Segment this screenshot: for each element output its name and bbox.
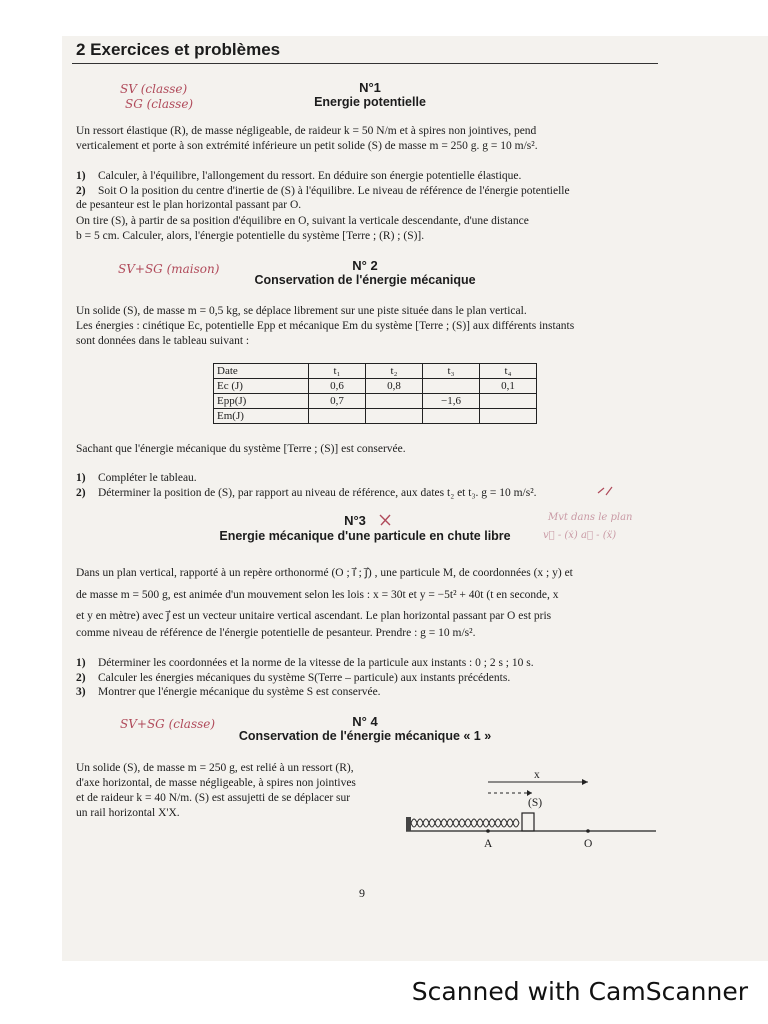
handwritten-note-classe: SV+SG (classe) [120,717,216,731]
table-cell: 0,7 [309,394,366,409]
table-cell: −1,6 [423,394,480,409]
question-number: 1) [76,657,86,669]
table-cell: Epp(J) [214,394,309,409]
point-a [486,829,490,833]
handwritten-cross-mark [377,512,393,528]
question-text: Calculer les énergies mécaniques du système S(Terre – particule) aux instants précédents. [98,672,511,684]
question-text: Déterminer la position de (S), par rapport au niveau de référence, aux dates t₂ et t₃. g = 10 m/s². [98,487,537,499]
exercise-4-text-line-2: d'axe horizontal, de masse négligeable, à spires non jointives [76,777,356,789]
table-header-row [214,364,537,379]
question-number: 2) [76,487,86,499]
handwritten-note-sv: SV (classe) [120,82,188,96]
table-cell: Ec (J) [214,379,309,394]
question-text: Calculer, à l'équilibre, l'allongement du ressort. En déduire son énergie potentielle élastique. [98,170,522,182]
exercise-4-text-line-1: Un solide (S), de masse m = 250 g, est relié à un ressort (R), [76,762,354,774]
question-number: 2) [76,672,86,684]
table-cell [423,409,480,424]
handwritten-check-mark [596,484,616,498]
exercise-1-question-2-line-2: de pesanteur est le plan horizontal passant par O. [76,199,302,211]
exercise-3-text-line-1: Dans un plan vertical, rapporté à un repère orthonormé (O ; i⃗ ; j⃗) , une particule M, de coordonnées (x ; y) et [76,567,573,579]
table-header-cell: t₃ [423,364,480,379]
energy-table [213,363,537,424]
handwritten-note-sg: SG (classe) [125,97,194,111]
exercise-2-title: Conservation de l'énergie mécanique [254,273,476,287]
exercise-3-text-line-4: comme niveau de référence de l'énergie potentielle de pesanteur. Prendre : g = 10 m/s². [76,627,476,639]
exercise-1-question-1 [76,169,521,183]
question-number: 2) [76,185,86,197]
wall-support [406,817,411,831]
exercise-3-title: Energie mécanique d'une particule en chute libre [219,529,511,543]
exercise-1-number: N°1 [359,80,381,95]
table-row [214,394,537,409]
table-cell: 0,1 [480,379,537,394]
question-number: 3) [76,686,86,698]
exercise-2-intro-line-2: Les énergies : cinétique Ec, potentielle Epp et mécanique Em du système [Terre ; (S)] aux différents instants [76,320,575,332]
exercise-1-question-2-line-4: b = 5 cm. Calculer, alors, l'énergie potentielle du système [Terre ; (R) ; (S)]. [76,230,425,242]
point-o [586,829,590,833]
table-row [214,379,537,394]
table-row [214,409,537,424]
exercise-3-question-2 [76,671,510,685]
question-text: Montrer que l'énergie mécanique du système S est conservée. [98,686,381,698]
handwritten-note-mvt: Mvt dans le plan [548,512,633,523]
exercise-2-note: Sachant que l'énergie mécanique du système [Terre ; (S)] est conservée. [76,443,406,455]
table-cell: 0,6 [309,379,366,394]
x-arrow-head [582,779,588,785]
handwritten-note-maison: SV+SG (maison) [118,262,220,276]
camscanner-watermark: Scanned with CamScanner [411,977,748,1006]
section-title: 2 Exercices et problèmes [76,40,281,59]
exercise-3-question-3 [76,685,381,699]
section-rule [72,63,658,64]
diagram-label-s: (S) [528,797,543,809]
diagram-label-o: O [584,838,593,850]
exercise-2-question-1 [76,471,197,485]
table-header-cell: t₄ [480,364,537,379]
exercise-2-intro-line-3: sont données dans le tableau suivant : [76,335,250,347]
exercise-3-text-line-3: et y en mètre) avec j⃗ est un vecteur unitaire vertical ascendant. Le plan horizontal passant par O est pris [76,610,552,622]
page-number: 9 [359,886,365,900]
exercise-4-text-line-3: et de raideur k = 40 N/m. (S) est assujetti de se déplacer sur [76,792,351,804]
table-cell [423,379,480,394]
table-cell [480,409,537,424]
diagram-label-x: x [534,769,540,781]
table-cell: 0,8 [366,379,423,394]
table-cell [366,409,423,424]
exercise-1-title: Energie potentielle [314,95,426,109]
exercise-1-intro-line-1: Un ressort élastique (R), de masse négligeable, de raideur k = 50 N/m et à spires non jointives, pend [76,125,537,137]
exercise-3-question-1 [76,656,534,670]
handwritten-note-vectors: v⃗ - (ẋ) a⃗ - (ẍ) [543,530,617,541]
question-number: 1) [76,170,86,182]
exercise-2-question-2 [76,486,537,500]
exercise-4-title: Conservation de l'énergie mécanique « 1 » [238,729,492,743]
diagram-label-a: A [484,838,493,850]
table-header-cell: t₂ [366,364,423,379]
exercise-1-question-2 [76,184,570,198]
question-text: Déterminer les coordonnées et la norme de la vitesse de la particule aux instants : 0 ; 2 s ; 10 s. [98,657,534,669]
exercise-3-text-line-2: de masse m = 500 g, est animée d'un mouvement selon les lois : x = 30t et y = −5t² + 40t (t en seconde, x [76,589,559,601]
table-header-cell: Date [214,364,309,379]
exercise-4-number: N° 4 [352,714,378,729]
exercise-1-intro-line-2: verticalement et porte à son extrémité inférieure un petit solide (S) de masse m = 250 g. g = 10 m/s². [76,140,538,152]
question-number: 1) [76,472,86,484]
exercise-4-text-line-4: un rail horizontal X'X. [76,807,180,819]
table-cell [366,394,423,409]
table-cell: Em(J) [214,409,309,424]
exercise-2-intro-line-1: Un solide (S), de masse m = 0,5 kg, se déplace librement sur une piste située dans le plan vertical. [76,305,527,317]
exercise-1-question-2-line-3: On tire (S), à partir de sa position d'équilibre en O, suivant la verticale descendante, d'une distance [76,215,529,227]
exercise-3-number: N°3 [344,513,366,528]
solid-block [522,813,534,831]
exercise-2-number: N° 2 [352,258,378,273]
question-text: Soit O la position du centre d'inertie de (S) à l'équilibre. Le niveau de référence de l'énergie potentielle [98,185,570,197]
table-header-cell: t₁ [309,364,366,379]
table-cell [480,394,537,409]
question-text: Compléter le tableau. [98,472,197,484]
table-cell [309,409,366,424]
